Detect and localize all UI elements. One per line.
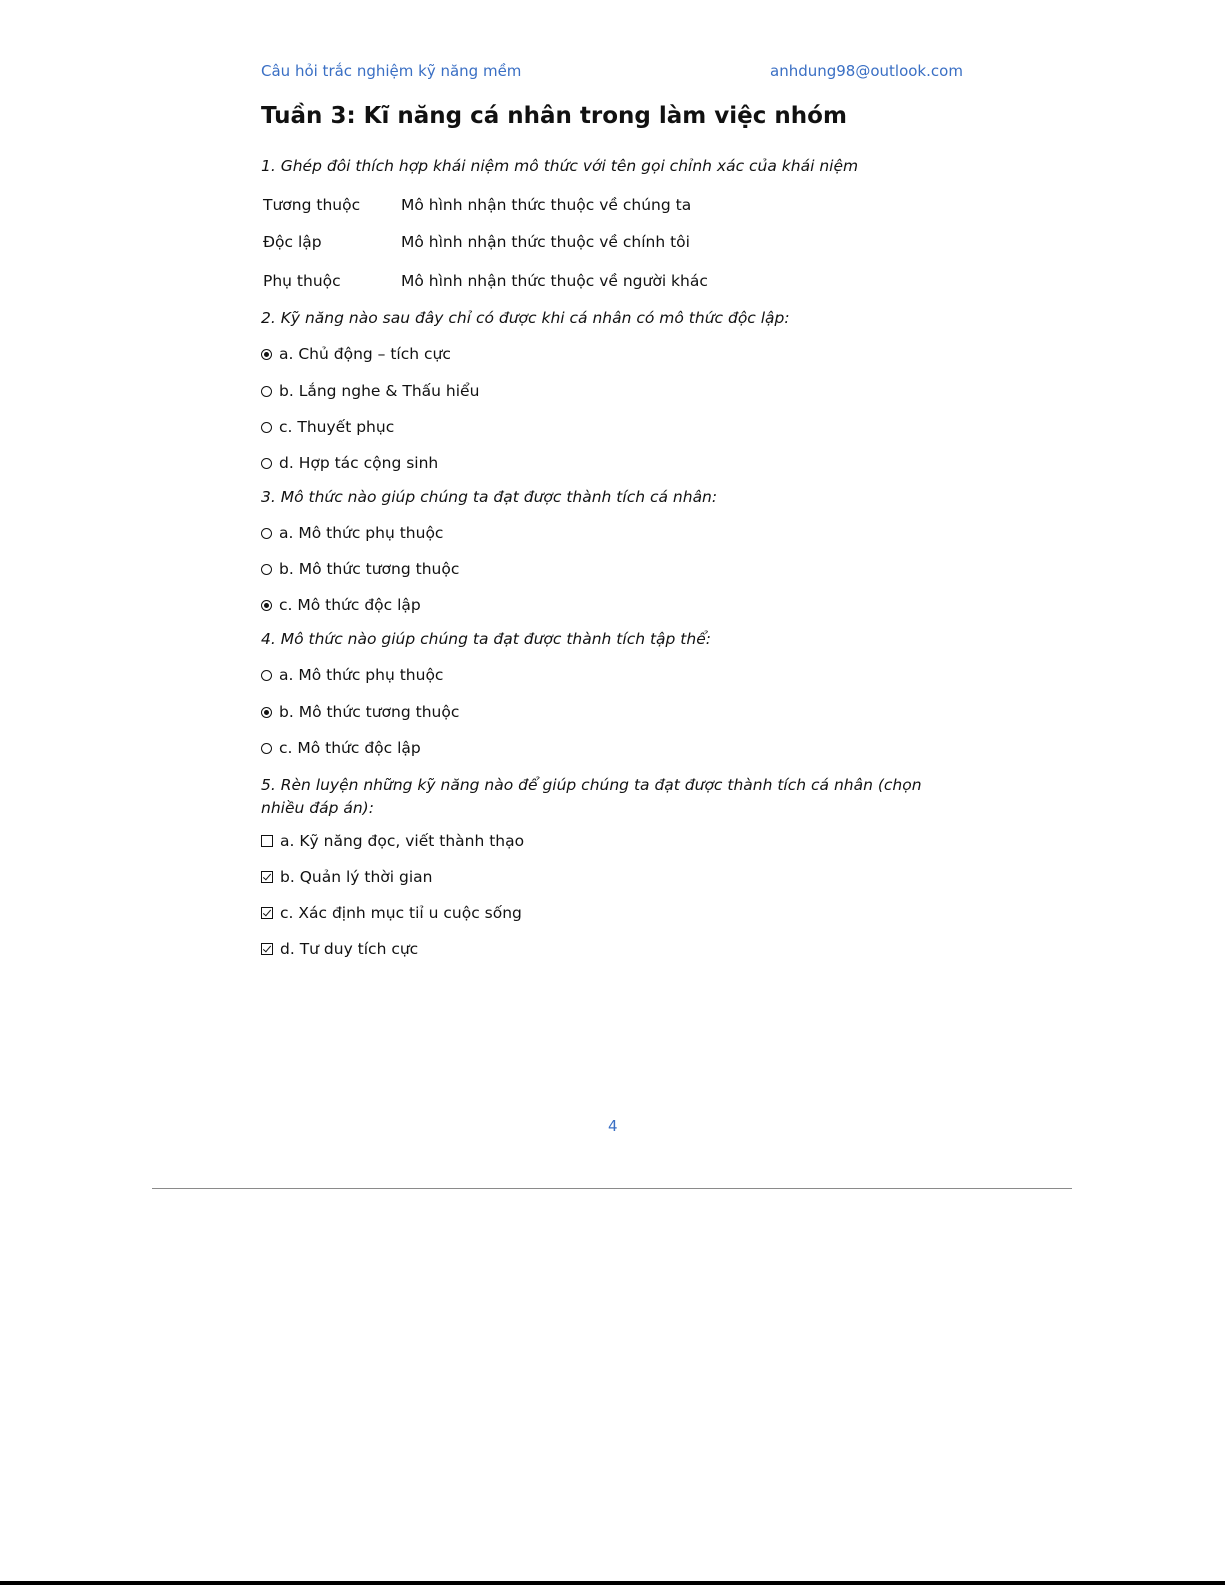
q5-option-a[interactable]	[261, 832, 524, 850]
q3-option-b[interactable]	[261, 560, 459, 578]
page-number: 4	[608, 1117, 618, 1135]
checkbox-checked-icon[interactable]	[261, 907, 273, 919]
question-2: 2. Kỹ năng nào sau đây chỉ có được khi cá nhân có mô thức độc lập:	[261, 309, 790, 327]
q2-option-a[interactable]	[261, 345, 451, 363]
pair-term-1: Tương thuộc	[263, 196, 361, 214]
option-label: a. Mô thức phụ thuộc	[279, 524, 444, 542]
option-label: b. Quản lý thời gian	[280, 868, 433, 886]
q5-option-b[interactable]	[261, 868, 432, 886]
pair-definition-3: Mô hình nhận thức thuộc về người khác	[401, 272, 708, 290]
page-divider	[152, 1188, 1072, 1189]
radio-icon[interactable]	[261, 386, 272, 397]
question-3: 3. Mô thức nào giúp chúng ta đạt được thành tích cá nhân:	[261, 488, 718, 506]
checkbox-icon[interactable]	[261, 835, 273, 847]
option-label: c. Mô thức độc lập	[279, 596, 421, 614]
radio-icon[interactable]	[261, 743, 272, 754]
radio-icon[interactable]	[261, 564, 272, 575]
q3-option-a[interactable]	[261, 524, 443, 542]
radio-icon[interactable]	[261, 670, 272, 681]
option-label: c. Mô thức độc lập	[279, 739, 421, 757]
header-title: Câu hỏi trắc nghiệm kỹ năng mềm	[261, 62, 522, 80]
option-label: a. Chủ động – tích cực	[279, 345, 451, 363]
radio-selected-icon[interactable]	[261, 349, 272, 360]
question-4: 4. Mô thức nào giúp chúng ta đạt được thành tích tập thể:	[261, 630, 711, 648]
question-1: 1. Ghép đôi thích hợp khái niệm mô thức với tên gọi chỉnh xác của khái niệm	[261, 157, 859, 175]
q5-option-c[interactable]	[261, 904, 522, 922]
q2-option-b[interactable]	[261, 382, 479, 400]
header-email: anhdung98@outlook.com	[770, 62, 963, 80]
page-title: Tuần 3: Kĩ năng cá nhân trong làm việc nhóm	[261, 103, 847, 129]
q2-option-d[interactable]	[261, 454, 438, 472]
radio-selected-icon[interactable]	[261, 707, 272, 718]
pair-definition-2: Mô hình nhận thức thuộc về chính tôi	[401, 233, 690, 251]
bottom-edge	[0, 1581, 1225, 1585]
option-label: d. Tư duy tích cực	[280, 940, 419, 958]
radio-icon[interactable]	[261, 458, 272, 469]
checkbox-checked-icon[interactable]	[261, 871, 273, 883]
radio-icon[interactable]	[261, 422, 272, 433]
q4-option-c[interactable]	[261, 739, 421, 757]
pair-term-3: Phụ thuộc	[263, 272, 341, 290]
pair-definition-1: Mô hình nhận thức thuộc về chúng ta	[401, 196, 692, 214]
radio-icon[interactable]	[261, 528, 272, 539]
pair-term-2: Độc lập	[263, 233, 322, 251]
option-label: b. Mô thức tương thuộc	[279, 703, 460, 721]
option-label: a. Kỹ năng đọc, viết thành thạo	[280, 832, 525, 850]
option-label: c. Xác định mục tiỉ u cuộc sống	[280, 904, 522, 922]
option-label: b. Lắng nghe & Thấu hiểu	[279, 382, 480, 400]
q2-option-c[interactable]	[261, 418, 394, 436]
option-label: d. Hợp tác cộng sinh	[279, 454, 439, 472]
option-label: b. Mô thức tương thuộc	[279, 560, 460, 578]
radio-selected-icon[interactable]	[261, 600, 272, 611]
question-5: 5. Rèn luyện những kỹ năng nào để giúp chúng ta đạt được thành tích cá nhân (chọn nhiều đáp án):	[261, 776, 922, 817]
checkbox-checked-icon[interactable]	[261, 943, 273, 955]
q5-option-d[interactable]	[261, 940, 418, 958]
q4-option-b[interactable]	[261, 703, 459, 721]
q4-option-a[interactable]	[261, 666, 443, 684]
q3-option-c[interactable]	[261, 596, 421, 614]
option-label: a. Mô thức phụ thuộc	[279, 666, 444, 684]
option-label: c. Thuyết phục	[279, 418, 395, 436]
